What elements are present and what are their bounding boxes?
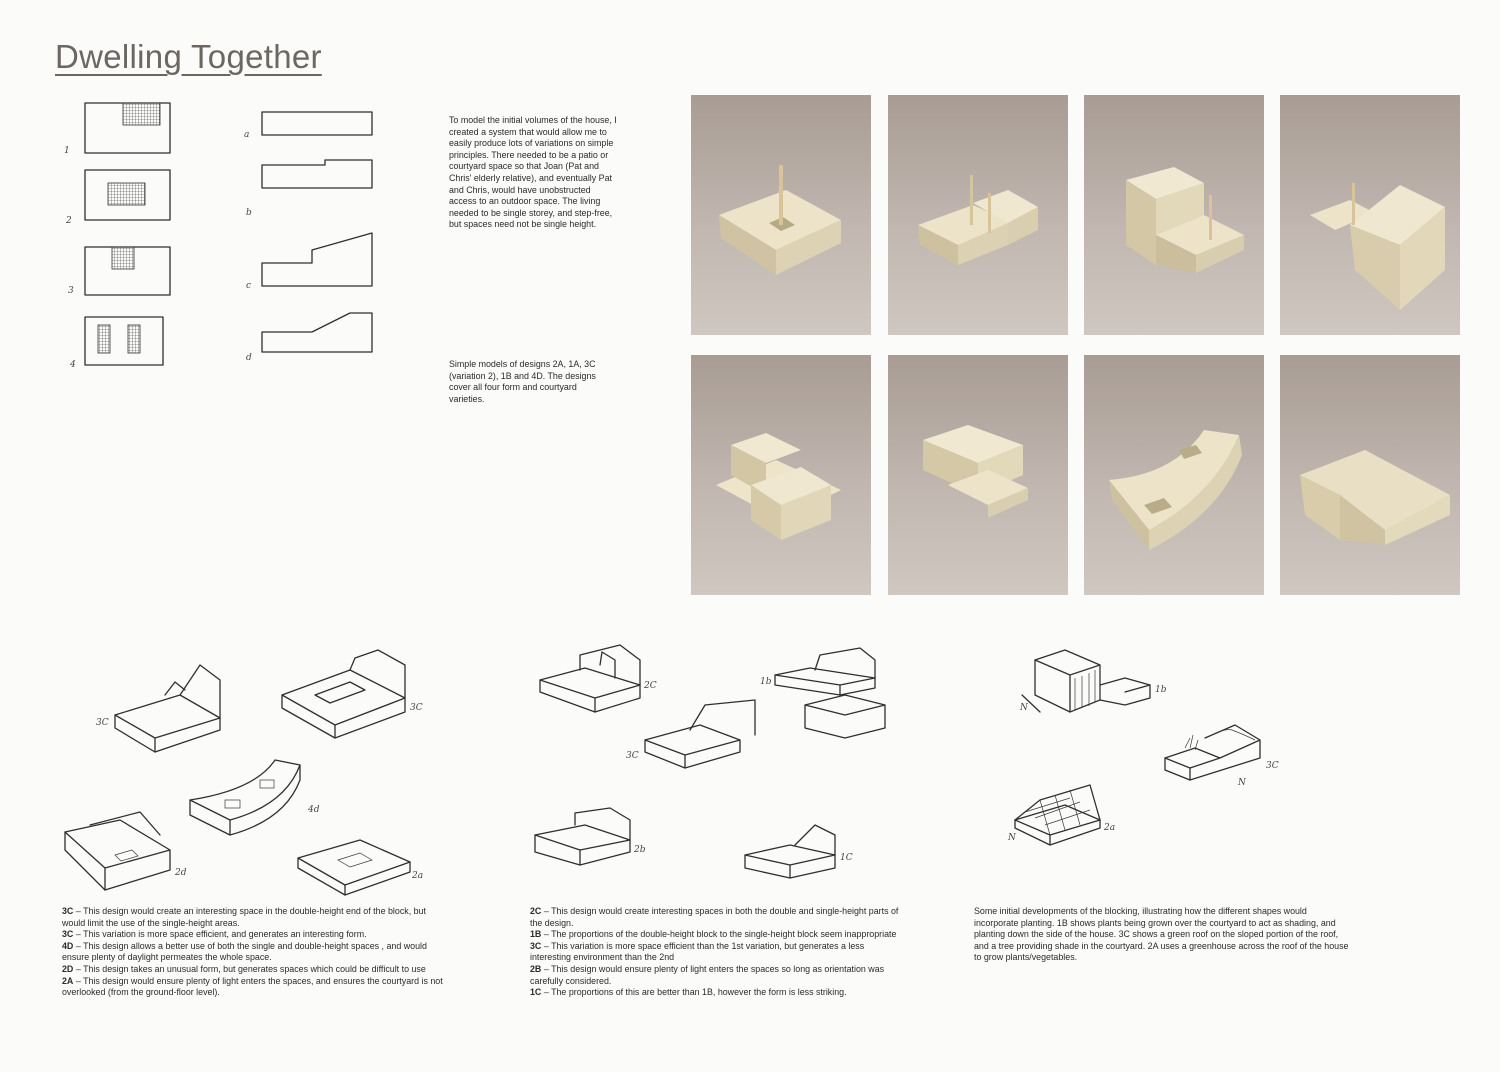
note-item: 3C – This variation is more space efficient, and generates an interesting form. [62, 929, 367, 940]
note-item: 1C – The proportions of this are better than 1B, however the form is less striking. [530, 987, 847, 998]
svg-text:1: 1 [64, 146, 70, 156]
notes-right: Some initial developments of the blocking, illustrating how the different shapes would incorporate planting. 1B shows plants being grown over the courtyard to act as shading, and planting down the side of the house. 3C shows a green roof on the sloped portion of the roof, and a tree providing shade in the courtyard. 2A uses a greenhouse across the roof of the house to grow plants/vegetables. [974, 906, 1349, 963]
svg-text:2C: 2C [644, 681, 657, 691]
note-item: 2C – This design would create interesting spaces in both the double and single-height parts of the design. [530, 906, 899, 928]
svg-text:3: 3 [68, 286, 74, 296]
model-photo-7 [1084, 355, 1264, 595]
model-photo-5 [691, 355, 871, 595]
svg-text:2b: 2b [634, 845, 646, 855]
section-sketches [240, 100, 380, 370]
page-title: Dwelling Together [55, 38, 322, 75]
notes-middle [530, 906, 900, 999]
plan-sketches [60, 95, 180, 380]
svg-text:2: 2 [66, 216, 72, 226]
svg-text:N: N [1008, 833, 1016, 843]
model-photo-4 [1280, 95, 1460, 335]
svg-text:1C: 1C [840, 853, 853, 863]
svg-text:b: b [246, 208, 252, 218]
svg-text:2a: 2a [412, 871, 424, 881]
svg-text:N: N [1238, 778, 1246, 788]
sketch-group-2 [530, 630, 910, 890]
note-item: 2D – This design takes an unusual form, but generates spaces which could be difficult to use [62, 963, 426, 974]
sketch-group-1 [60, 640, 440, 900]
svg-text:1b: 1b [760, 677, 772, 687]
svg-text:3C: 3C [626, 751, 639, 761]
svg-text:d: d [246, 353, 252, 363]
note-item: 3C – This design would create an interesting space in the double-height end of the block, but would limit the use of the single-height areas. [62, 906, 426, 928]
svg-text:1b: 1b [1155, 685, 1167, 695]
svg-text:3C: 3C [96, 718, 109, 728]
note-item: 1B – The proportions of the double-height block to the single-height block seem inappropriate [530, 929, 897, 940]
sketch-group-3 [1000, 640, 1380, 860]
svg-text:2a: 2a [1104, 823, 1116, 833]
model-photo-1 [691, 95, 871, 335]
svg-text:a: a [244, 130, 250, 140]
model-photo-6 [888, 355, 1068, 595]
model-photo-3 [1084, 95, 1264, 335]
svg-text:2d: 2d [175, 868, 187, 878]
note-item: 2A – This design would ensure plenty of light enters the spaces, and ensures the courtyard is not overlooked (from the ground-floor level). [62, 975, 443, 998]
svg-text:3C: 3C [1266, 761, 1279, 771]
svg-text:N: N [1020, 703, 1028, 713]
model-photo-2 [888, 95, 1068, 335]
note-item: 3C – This variation is more space efficient than the 1st variation, but generates a less interesting environment than the 2nd [530, 940, 865, 963]
note-item: 2B – This design would ensure plenty of light enters the spaces so long as orientation was carefully considered. [530, 963, 885, 986]
note-item: 4D – This design allows a better use of both the single and double-height spaces , and would ensure plenty of daylight permeates the whole space. [62, 940, 427, 963]
model-photo-8 [1280, 355, 1460, 595]
models-caption: Simple models of designs 2A, 1A, 3C (variation 2), 1B and 4D. The designs cover all four form and courtyard varieties. [449, 359, 596, 404]
notes-left [62, 906, 447, 999]
svg-text:4: 4 [70, 360, 76, 370]
intro-paragraph: To model the initial volumes of the house, I created a system that would allow me to easily produce lots of variations on simple principles. There needed to be a patio or courtyard space so that Joan (Pat and Chris' elderly relative), and eventually Pat and Chris, would have unobstructed access to an outdoor space. The living needed to be single storey, and step-free, but spaces need not be single height. [449, 115, 617, 230]
svg-text:4d: 4d [308, 805, 320, 815]
svg-text:3C: 3C [410, 703, 423, 713]
svg-text:c: c [246, 281, 252, 291]
